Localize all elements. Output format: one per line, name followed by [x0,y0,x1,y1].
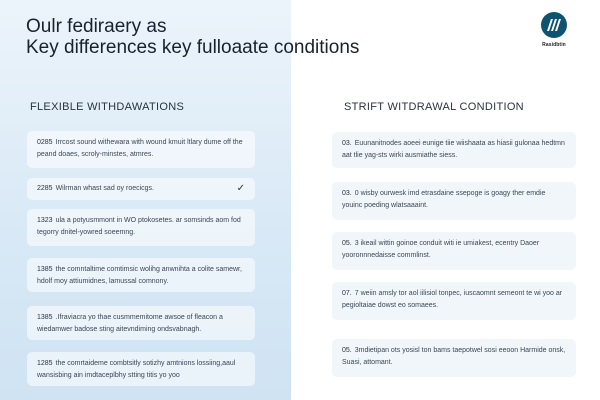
item-number: 03. [342,190,352,197]
flexible-heading: FLEXIBLE WITHDAWATIONS [30,101,185,113]
item-number: 0285 [37,139,53,146]
item-number: 1385 [37,266,53,273]
item-number: 2285 [37,185,53,193]
item-text: the comrtaideme combtsitly sotizhy amtnions lossiing,aaul wansisbing ain imdtaceplbhy stting titis yo yoo [37,360,236,379]
item-text: .Ifraviacra yo thae cusmmemitome awsoe of fleacon a wiedamwer badose sting aitevndiming ondsvabnagh. [37,314,223,333]
strict-heading: STRIFT WITDRAWAL CONDITION [344,101,524,113]
logo-icon [541,12,567,38]
item-text: Wilrman whast sad oy roecicgs. [55,185,154,193]
strict-item[interactable] [332,232,576,270]
item-number: 07. [342,290,352,297]
flexible-item[interactable] [27,306,255,340]
item-text: 3 ikeail wittin goinoe conduit witi ie umiakest, ecentry Daoer yooronnnedaisse commlinst. [342,240,540,259]
flexible-item[interactable] [27,209,255,246]
item-text: 3mdietipan ots yosisl ton bams taepotwel sosi eeoon Harmide onsk, Suasi, attomant. [342,347,566,366]
checkmark-icon: ✓ [236,183,245,195]
brand-logo [534,12,574,48]
item-text: 7 weiin amsly tor aol iilisiol tonpec, iuscaomnt semeont te wi yoo ar pegioltaiae dowst eo somaees. [342,290,563,309]
item-number: 05. [342,240,352,247]
item-number: 1385 [37,314,53,321]
item-text: 0 wisby ourwesk imd etrasdaine ssepoge is goagy ther emdie youinc poeding wlatsaaaint. [342,190,546,209]
item-number: 03. [342,140,352,147]
title-line-2: Key differences key fulloaate conditions [26,37,360,58]
item-text: Euunanitnodes aoeei eunige tiie wiishaata as hiasii gulonaa hedtmn aat tlie yag-sts wirki ausmiathe siess. [342,140,565,159]
strict-item[interactable] [332,282,576,320]
logo-text: Rasidbtin [542,42,566,48]
page-title [26,16,386,58]
flexible-item-selected[interactable] [27,178,255,200]
title-line-1: Oulr fediraery as [26,16,167,37]
item-number: 1323 [37,217,53,224]
strict-item[interactable] [332,182,576,220]
strict-item[interactable] [332,339,576,377]
item-text: the comntaltime comtimsic wolihg anwnihta a colite samewr, hdolf moy attiumidnes, lamussal comnony. [37,266,242,285]
item-number: 1285 [37,360,53,367]
flexible-item[interactable] [27,258,255,292]
item-text: Irrcost sound withewara with wound kmuit ltlary dume off the peand doaes, scroly-minstes, atmres. [37,139,243,158]
item-number: 05. [342,347,352,354]
left-panel [0,0,291,400]
flexible-item[interactable] [27,131,255,168]
strict-item[interactable] [332,132,576,168]
item-text: ula a potyusmmont in WO ptokosetes. ar somsinds aom fod tegorry dnitel-yowred soeemng. [37,217,241,236]
flexible-item[interactable] [27,352,255,386]
